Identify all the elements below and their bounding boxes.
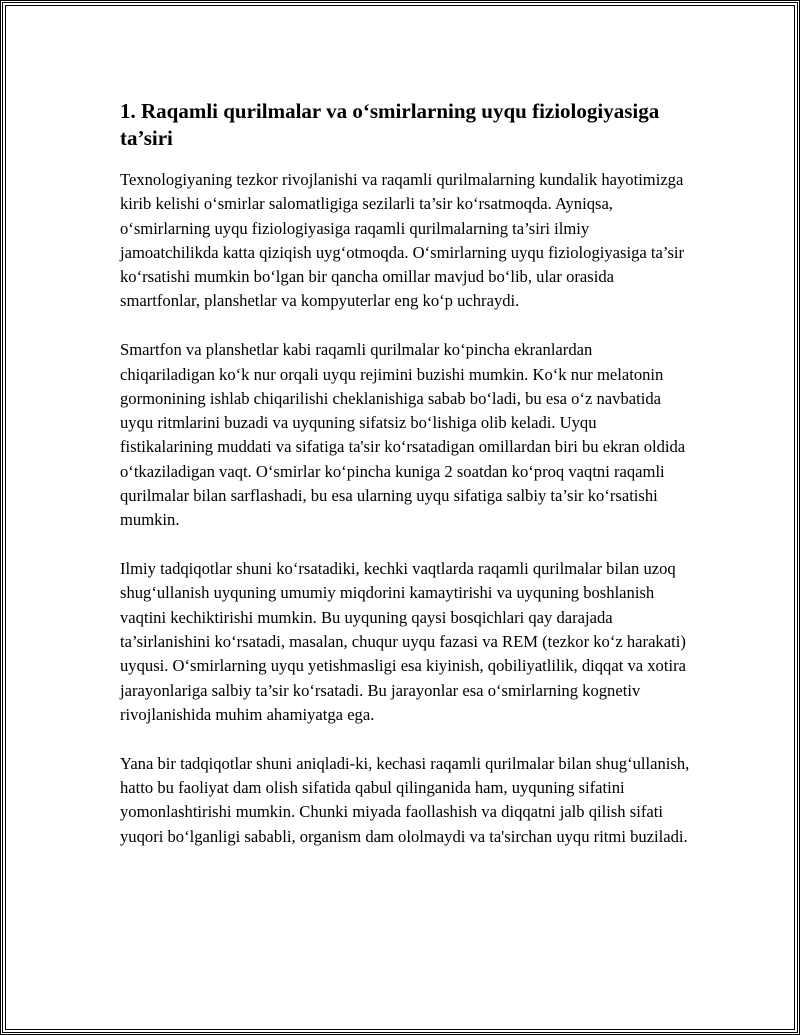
paragraph: Ilmiy tadqiqotlar shuni ko‘rsatadiki, kechki vaqtlarda raqamli qurilmalar bilan uzoq shug‘ullanish uyquning umumiy miqdorini kamaytirishi va uyquning boshlanish vaqtini kechiktirishi mumkin. Bu uyquning qaysi bosqichlari qay darajada ta’sirlanishini ko‘rsatadi, masalan, chuqur uyqu fazasi va REM (tezkor ko‘z harakati) uyqusi. O‘smirlarning uyqu yetishmasligi esa kiyinish, qobiliyatlilik, diqqat va xotira jarayonlariga salbiy ta’sir ko‘rsatadi. Bu jarayonlar esa o‘smirlarning kognetiv rivojlanishida muhim ahamiyatga ega. (120, 559, 686, 724)
paragraph: Smartfon va planshetlar kabi raqamli qurilmalar ko‘pincha ekranlardan chiqariladigan ko‘k nur orqali uyqu rejimini buzishi mumkin. Ko‘k nur melatonin gormonining ishlab chiqarilishi cheklanishiga sabab bo‘ladi, bu esa o‘z navbatida uyqu ritmlarini buzadi va uyquning sifatsiz bo‘lishiga olib keladi. Uyqu fistikalarining muddati va sifatiga ta'sir ko‘rsatadigan omillardan biri bu ekran oldida o‘tkaziladigan vaqt. O‘smirlar ko‘pincha kuniga 2 soatdan ko‘proq vaqtni raqamli qurilmalar bilan sarflashadi, bu esa ularning uyqu sifatiga salbiy ta’sir ko‘rsatishi mumkin. (120, 340, 686, 530)
paragraph: Yana bir tadqiqotlar shuni aniqladi-ki, kechasi raqamli qurilmalar bilan shug‘ullanish, hatto bu faoliyat dam olish sifatida qabul qilinganida ham, uyquning sifatini yomonlashtirishi mumkin. Chunki miyada faollashish va diqqatni jalb qilish sifati yuqori bo‘lganligi sababli, organism dam ololmaydi va ta'sirchan uyqu ritmi buziladi. (120, 753, 690, 846)
section-heading: 1. Raqamli qurilmalar va o‘smirlarning uyqu fiziologiyasiga ta’siri (120, 99, 660, 150)
document-content (120, 98, 700, 873)
paragraph: Texnologiyaning tezkor rivojlanishi va raqamli qurilmalarning kundalik hayotimizga kirib kelishi o‘smirlar salomatligiga sezilarli ta’sir ko‘rsatmoqda. Ayniqsa, o‘smirlarning uyqu fiziologiyasiga raqamli qurilmalarning ta’siri ilmiy jamoatchilikda katta qiziqish uyg‘otmoqda. O‘smirlarning uyqu fiziologiyasiga ta’sir ko‘rsatishi mumkin bo‘lgan bir qancha omillar mavjud bo‘lib, ular orasida smartfonlar, planshetlar va kompyuterlar eng ko‘p uchraydi. (120, 170, 685, 311)
